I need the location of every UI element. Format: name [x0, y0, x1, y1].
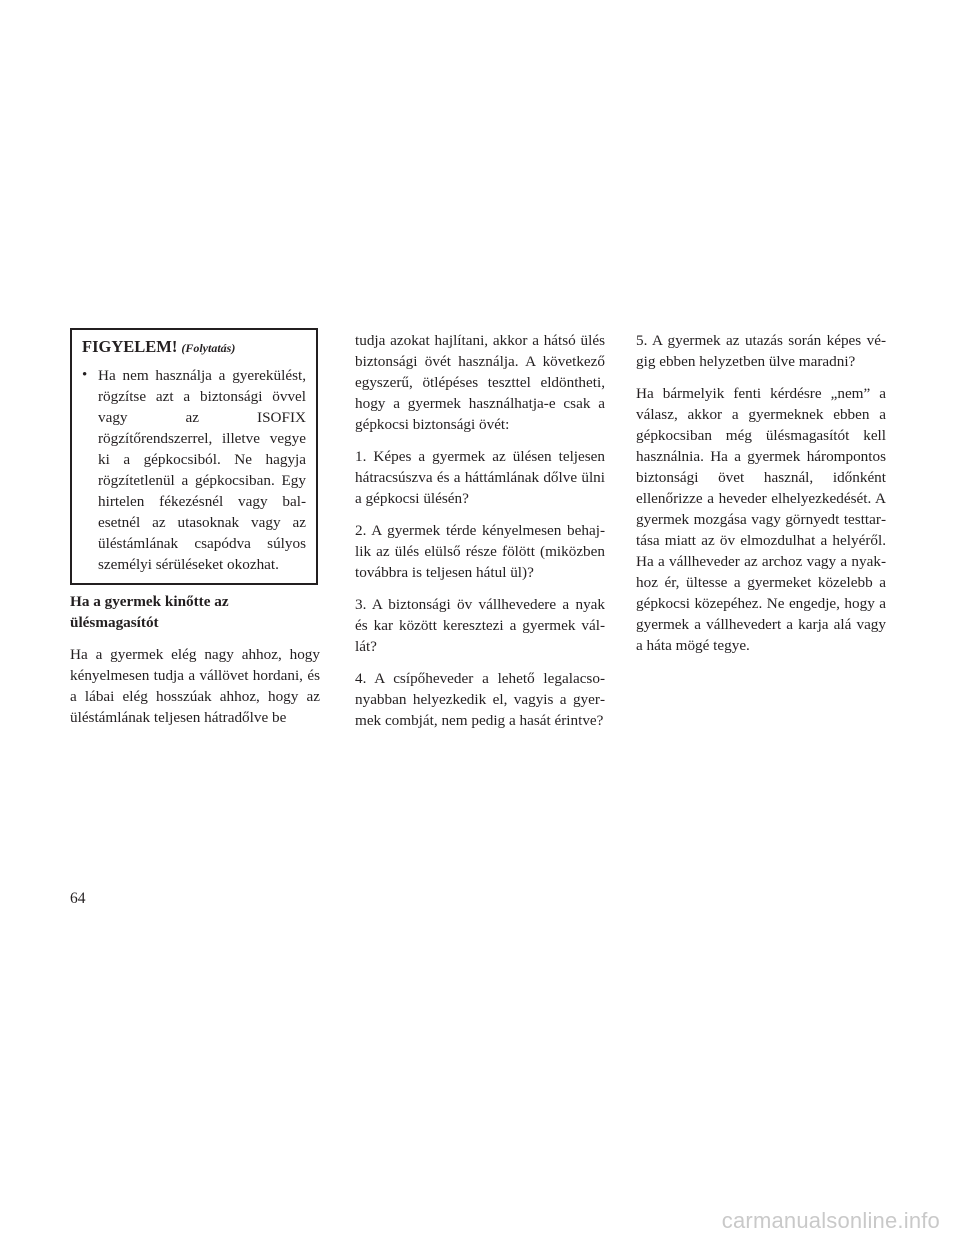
bullet-icon: •: [82, 367, 88, 383]
column-left: [70, 328, 320, 739]
warning-item: [82, 365, 306, 575]
section-heading-line1: Ha a gyermek kinőtte az: [70, 593, 229, 610]
section-intro: Ha a gyermek elég nagy ahhoz, hogy kényelmesen tudja a vállövet hordani, és a lábai elég hosszúak ahhoz, hogy az üléstámlának teljesen hátradőlve be: [70, 646, 320, 726]
step-5: 5. A gyermek az utazás során képes végig ebben helyzetben ülve maradni?: [636, 332, 886, 370]
column-middle: [355, 330, 605, 742]
step-1: 1. Képes a gyermek az ülésen teljesen hátracsúszva és a háttámlának dőlve ülni a gépkocsi ülésén?: [355, 448, 605, 507]
warning-text: Ha nem használja a gyerekülést, rögzítse azt a biztonsági övvel vagy az ISOFIX rögzítőrendszerrel, illetve vegye ki a gépkocsiból. Ne hagyja rögzítetlenül a gépkocsiban. Egy hirtelen fékezésnél vagy balesetnél az utasoknak vagy az üléstámlának csapódva súlyos személyi sérüléseket okozhat.: [98, 367, 306, 573]
page-number: 64: [70, 890, 86, 907]
warning-box: [70, 328, 318, 585]
step-4: 4. A csípőheveder a lehető legalacsonyabban helyezkedik el, vagyis a gyermek combját, nem pedig a hasát érintve?: [355, 670, 605, 729]
section-continuation: tudja azokat hajlítani, akkor a hátsó ülés biztonsági övét használja. A következő egyszerű, ötlépéses teszttel eldöntheti, hogy a gyermek használhatja-e csak a gépkocsi biztonsági övét:: [355, 332, 605, 433]
warning-title: [82, 336, 306, 359]
warning-title-text: FIGYELEM!: [82, 337, 178, 356]
section-conclusion: Ha bármelyik fenti kérdésre „nem” a válasz, akkor a gyermeknek ebben a gépkocsiban még ülésmagasítót kell használnia. Ha a gyermek hárompontos biztonsági övet használ, időnként ellenőrizze a heveder elhelyezkedését. A gyermek mozgása vagy görnyedt testtartása miatt az öv elmozdulhat a helyéről. Ha a vállheveder az archoz vagy a nyakhoz ér, ültesse a gyermeket közelebb a gépkocsi közepéhez. Ne engedje, hogy a gyermek a vállhevedert a karja alá vagy a háta mögé tegye.: [636, 385, 886, 654]
section-heading-line2: ülésmagasítót: [70, 614, 159, 631]
section-heading: [70, 591, 320, 633]
step-2: 2. A gyermek térde kényelmesen behajlik az ülés elülső része fölött (miközben továbbra is teljesen hátul ül)?: [355, 522, 605, 581]
watermark: carmanualsonline.info: [721, 1208, 940, 1233]
column-right: [636, 330, 886, 667]
step-3: 3. A biztonsági öv vállhevedere a nyak és kar között keresztezi a gyermek vállát?: [355, 596, 605, 655]
warning-subtitle: (Folytatás): [181, 341, 236, 355]
